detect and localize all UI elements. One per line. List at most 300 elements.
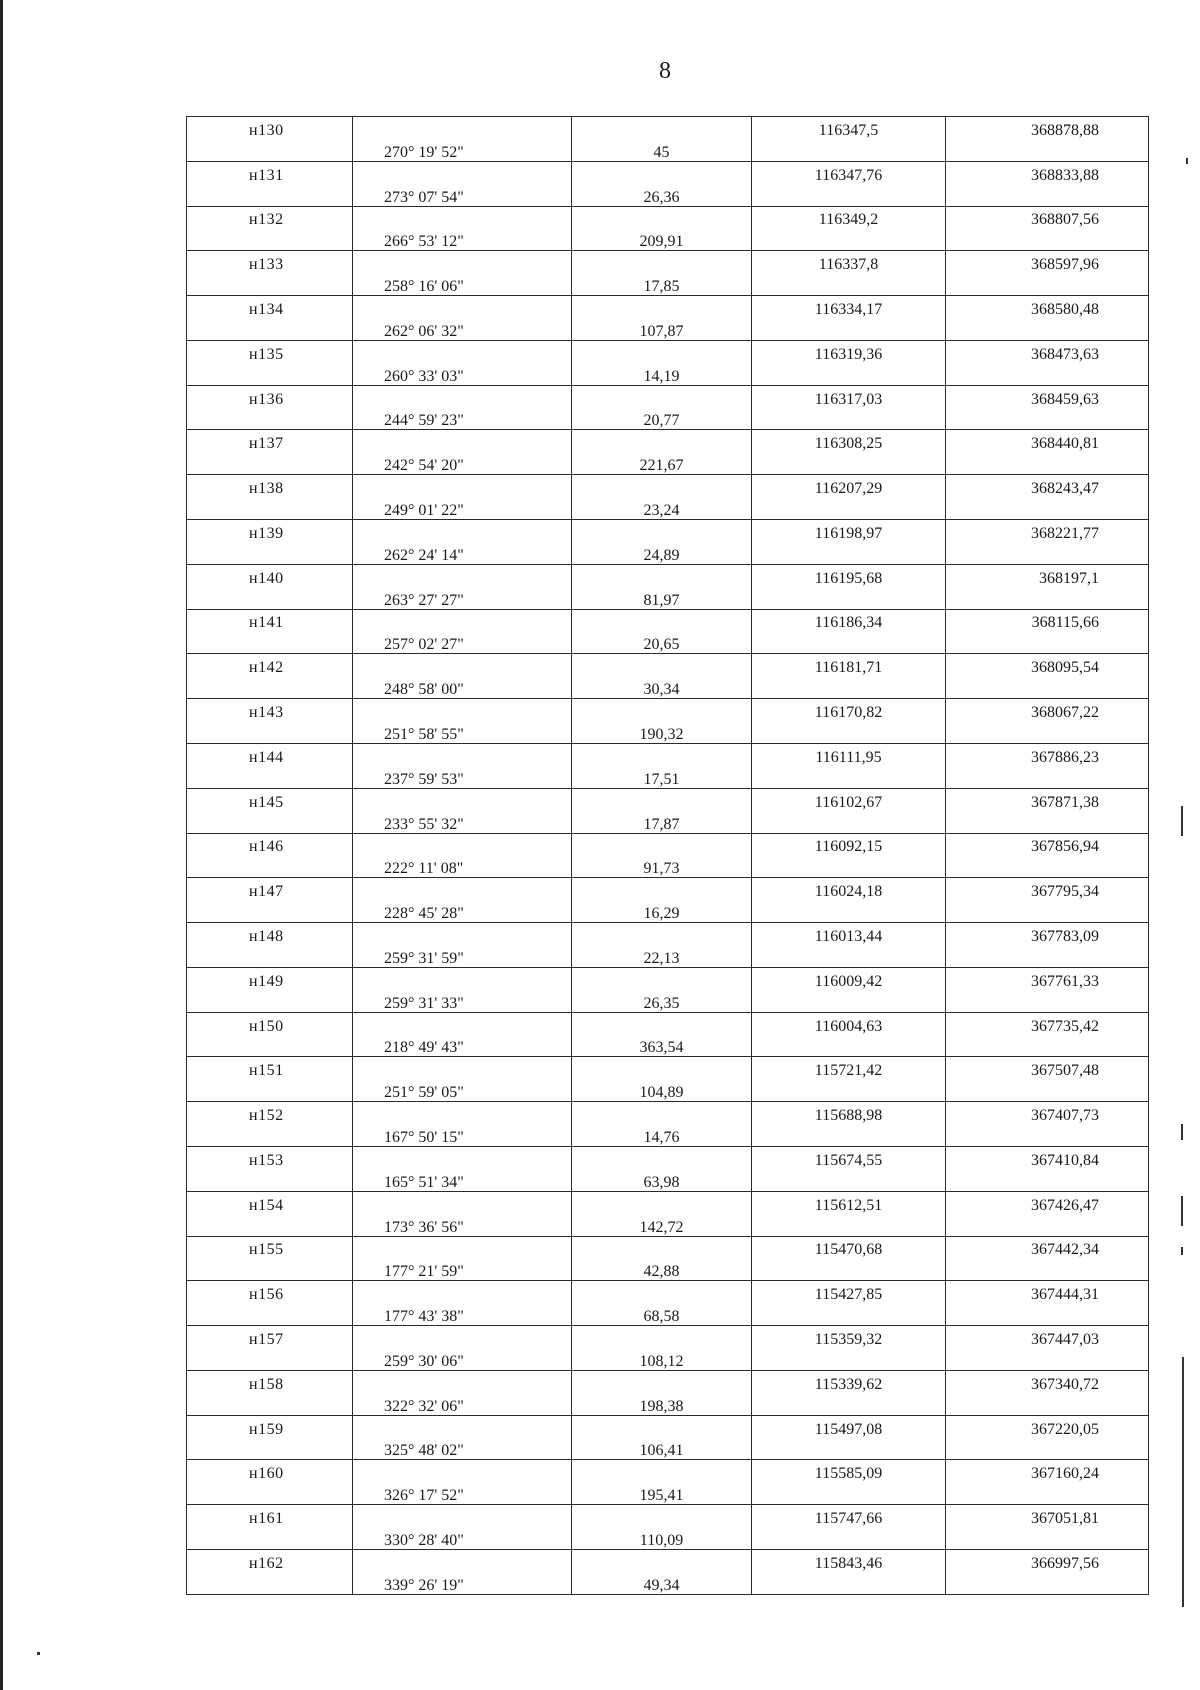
segment-length: 23,24 <box>641 502 683 520</box>
table-row-segment <box>187 363 1149 385</box>
length-cell <box>572 452 752 474</box>
x-coordinate: 116111,95 <box>812 749 884 766</box>
x-coordinate: 116102,67 <box>812 794 885 811</box>
y-coordinate-cell <box>946 251 1149 273</box>
segment-length: 30,34 <box>641 681 683 699</box>
table-row-segment <box>187 900 1149 922</box>
empty-cell <box>353 296 572 318</box>
empty-cell <box>353 340 572 362</box>
empty-cell <box>187 318 353 340</box>
empty-cell <box>572 1057 752 1079</box>
empty-cell <box>752 990 946 1012</box>
direction-angle: 233° 55' 32" <box>381 816 467 834</box>
table-row-segment <box>187 1258 1149 1280</box>
point-name-cell <box>187 1281 353 1303</box>
table-row-segment <box>187 990 1149 1012</box>
table-row-segment <box>187 1214 1149 1236</box>
empty-cell <box>353 699 572 721</box>
y-coordinate-cell <box>946 1326 1149 1348</box>
segment-length: 107,87 <box>637 323 687 341</box>
scan-mark <box>1181 1247 1183 1255</box>
y-coordinate: 367220,05 <box>1028 1421 1102 1438</box>
x-coordinate-cell <box>752 564 946 586</box>
scan-mark <box>1181 1196 1183 1226</box>
segment-length: 63,98 <box>641 1174 683 1192</box>
empty-cell <box>187 1169 353 1191</box>
y-coordinate: 367795,34 <box>1028 883 1102 900</box>
table-row-segment <box>187 452 1149 474</box>
point-name-cell <box>187 878 353 900</box>
empty-cell <box>946 631 1149 653</box>
direction-angle: 218° 49' 43" <box>381 1039 467 1057</box>
x-coordinate-cell <box>752 1550 946 1572</box>
table-row-segment <box>187 318 1149 340</box>
empty-cell <box>752 587 946 609</box>
empty-cell <box>946 1527 1149 1549</box>
segment-length: 26,36 <box>641 189 683 207</box>
x-coordinate: 115688,98 <box>812 1107 885 1124</box>
empty-cell <box>946 1124 1149 1146</box>
angle-cell <box>353 945 572 967</box>
segment-length: 17,87 <box>641 816 683 834</box>
direction-angle: 165° 51' 34" <box>381 1174 467 1192</box>
empty-cell <box>187 1393 353 1415</box>
y-coordinate: 368067,22 <box>1028 704 1102 721</box>
table-row-segment <box>187 1124 1149 1146</box>
page-number: 8 <box>659 58 671 84</box>
empty-cell <box>946 273 1149 295</box>
point-name: н132 <box>249 211 284 229</box>
empty-cell <box>353 878 572 900</box>
direction-angle: 257° 02' 27" <box>381 636 467 654</box>
table-row-point <box>187 251 1149 273</box>
segment-length: 20,65 <box>641 636 683 654</box>
empty-cell <box>353 1326 572 1348</box>
x-coordinate: 116317,03 <box>812 391 885 408</box>
empty-cell <box>946 1079 1149 1101</box>
table-row-point <box>187 923 1149 945</box>
length-cell <box>572 900 752 922</box>
empty-cell <box>187 1438 353 1460</box>
y-coordinate: 368459,63 <box>1028 391 1102 408</box>
x-coordinate-cell <box>752 475 946 497</box>
point-name-cell <box>187 1370 353 1392</box>
empty-cell <box>572 296 752 318</box>
segment-length: 110,09 <box>637 1532 686 1550</box>
empty-cell <box>572 967 752 989</box>
point-name: н134 <box>249 301 284 319</box>
empty-cell <box>572 475 752 497</box>
angle-cell <box>353 676 572 698</box>
length-cell <box>572 228 752 250</box>
direction-angle: 262° 06' 32" <box>381 323 467 341</box>
table-row-point <box>187 1415 1149 1437</box>
point-name: н136 <box>249 390 284 408</box>
x-coordinate-cell <box>752 1326 946 1348</box>
empty-cell <box>946 1035 1149 1057</box>
y-coordinate: 368095,54 <box>1028 659 1102 676</box>
angle-cell <box>353 497 572 519</box>
y-coordinate-cell <box>946 654 1149 676</box>
segment-length: 142,72 <box>637 1219 687 1237</box>
table-row-segment <box>187 1035 1149 1057</box>
empty-cell <box>353 1415 572 1437</box>
length-cell <box>572 408 752 430</box>
x-coordinate: 116347,5 <box>816 122 881 139</box>
point-name: н143 <box>249 704 284 722</box>
empty-cell <box>946 184 1149 206</box>
empty-cell <box>187 273 353 295</box>
empty-cell <box>946 452 1149 474</box>
table-row-point <box>187 430 1149 452</box>
empty-cell <box>353 1057 572 1079</box>
y-coordinate-cell <box>946 1370 1149 1392</box>
empty-cell <box>353 609 572 631</box>
segment-length: 221,67 <box>637 457 687 475</box>
empty-cell <box>752 408 946 430</box>
direction-angle: 325° 48' 02" <box>381 1442 467 1460</box>
y-coordinate: 367447,03 <box>1028 1331 1102 1348</box>
x-coordinate-cell <box>752 1415 946 1437</box>
x-coordinate-cell <box>752 1281 946 1303</box>
empty-cell <box>572 1460 752 1482</box>
segment-length: 17,85 <box>641 278 683 296</box>
table-row-segment <box>187 766 1149 788</box>
x-coordinate: 116207,29 <box>812 480 885 497</box>
direction-angle: 330° 28' 40" <box>381 1532 467 1550</box>
empty-cell <box>946 318 1149 340</box>
table-row-segment <box>187 139 1149 161</box>
segment-length: 108,12 <box>637 1353 687 1371</box>
empty-cell <box>572 654 752 676</box>
length-cell <box>572 811 752 833</box>
length-cell <box>572 1303 752 1325</box>
empty-cell <box>572 1146 752 1168</box>
segment-length: 17,51 <box>641 771 683 789</box>
direction-angle: 177° 43' 38" <box>381 1308 467 1326</box>
empty-cell <box>187 1348 353 1370</box>
table-row-point <box>187 385 1149 407</box>
table-row-segment <box>187 1438 1149 1460</box>
empty-cell <box>353 520 572 542</box>
empty-cell <box>946 1258 1149 1280</box>
point-name: н144 <box>249 748 284 766</box>
table-row-point <box>187 1191 1149 1213</box>
y-coordinate-cell <box>946 833 1149 855</box>
empty-cell <box>187 766 353 788</box>
y-coordinate-cell <box>946 699 1149 721</box>
angle-cell <box>353 1393 572 1415</box>
direction-angle: 260° 33' 03" <box>381 368 467 386</box>
segment-length: 24,89 <box>641 547 683 565</box>
empty-cell <box>187 1303 353 1325</box>
direction-angle: 326° 17' 52" <box>381 1487 467 1505</box>
empty-cell <box>752 855 946 877</box>
point-name-cell <box>187 609 353 631</box>
y-coordinate: 367051,81 <box>1028 1510 1102 1527</box>
empty-cell <box>572 788 752 810</box>
segment-length: 106,41 <box>637 1442 687 1460</box>
empty-cell <box>946 945 1149 967</box>
direction-angle: 258° 16' 06" <box>381 278 467 296</box>
x-coordinate: 115339,62 <box>812 1376 885 1393</box>
y-coordinate: 368115,66 <box>1029 614 1102 631</box>
angle-cell <box>353 1214 572 1236</box>
empty-cell <box>946 1214 1149 1236</box>
empty-cell <box>353 833 572 855</box>
point-name-cell <box>187 1102 353 1124</box>
x-coordinate-cell <box>752 654 946 676</box>
angle-cell <box>353 1124 572 1146</box>
empty-cell <box>752 1393 946 1415</box>
empty-cell <box>572 923 752 945</box>
angle-cell <box>353 1527 572 1549</box>
angle-cell <box>353 542 572 564</box>
y-coordinate-cell <box>946 1505 1149 1527</box>
empty-cell <box>353 117 572 139</box>
y-coordinate: 368580,48 <box>1028 301 1102 318</box>
empty-cell <box>572 833 752 855</box>
point-name-cell <box>187 1191 353 1213</box>
x-coordinate: 115747,66 <box>812 1510 885 1527</box>
length-cell <box>572 363 752 385</box>
y-coordinate-cell <box>946 609 1149 631</box>
empty-cell <box>572 340 752 362</box>
y-coordinate: 368597,96 <box>1028 256 1102 273</box>
point-name-cell <box>187 1505 353 1527</box>
x-coordinate: 116347,76 <box>812 167 885 184</box>
point-name-cell <box>187 1460 353 1482</box>
x-coordinate-cell <box>752 788 946 810</box>
x-coordinate-cell <box>752 206 946 228</box>
angle-cell <box>353 1438 572 1460</box>
angle-cell <box>353 721 572 743</box>
x-coordinate-cell <box>752 430 946 452</box>
y-coordinate-cell <box>946 1146 1149 1168</box>
table-row-point <box>187 340 1149 362</box>
x-coordinate-cell <box>752 1505 946 1527</box>
empty-cell <box>353 788 572 810</box>
table-row-segment <box>187 1079 1149 1101</box>
empty-cell <box>572 251 752 273</box>
x-coordinate: 115612,51 <box>812 1197 885 1214</box>
point-name: н151 <box>249 1062 284 1080</box>
table-row-segment <box>187 497 1149 519</box>
point-name: н147 <box>249 883 284 901</box>
table-row-segment <box>187 408 1149 430</box>
segment-length: 190,32 <box>637 726 687 744</box>
point-name-cell <box>187 475 353 497</box>
empty-cell <box>353 1146 572 1168</box>
table-row-segment <box>187 1169 1149 1191</box>
y-coordinate-cell <box>946 385 1149 407</box>
table-row-point <box>187 1146 1149 1168</box>
table-row-point <box>187 967 1149 989</box>
y-coordinate-cell <box>946 1550 1149 1572</box>
empty-cell <box>353 1191 572 1213</box>
angle-cell <box>353 139 572 161</box>
empty-cell <box>572 699 752 721</box>
empty-cell <box>187 228 353 250</box>
direction-angle: 322° 32' 06" <box>381 1398 467 1416</box>
empty-cell <box>353 1281 572 1303</box>
length-cell <box>572 1348 752 1370</box>
angle-cell <box>353 228 572 250</box>
table-row-point <box>187 117 1149 139</box>
length-cell <box>572 1482 752 1504</box>
point-name-cell <box>187 564 353 586</box>
x-coordinate: 115843,46 <box>812 1555 885 1572</box>
x-coordinate: 115470,68 <box>812 1241 885 1258</box>
table-row-point <box>187 1370 1149 1392</box>
empty-cell <box>187 542 353 564</box>
y-coordinate: 367856,94 <box>1028 838 1102 855</box>
y-coordinate-cell <box>946 430 1149 452</box>
x-coordinate: 116337,8 <box>816 256 881 273</box>
table-row-point <box>187 1460 1149 1482</box>
empty-cell <box>187 1124 353 1146</box>
point-name-cell <box>187 296 353 318</box>
table-row-point <box>187 1102 1149 1124</box>
point-name: н155 <box>249 1241 284 1259</box>
table-row-point <box>187 1326 1149 1348</box>
table-row-point <box>187 1281 1149 1303</box>
point-name: н135 <box>249 345 284 363</box>
y-coordinate: 366997,56 <box>1028 1555 1102 1572</box>
point-name: н152 <box>249 1107 284 1125</box>
empty-cell <box>752 900 946 922</box>
y-coordinate: 368221,77 <box>1028 525 1102 542</box>
table-row-segment <box>187 676 1149 698</box>
table-row-point <box>187 520 1149 542</box>
table-row-segment <box>187 228 1149 250</box>
point-name-cell <box>187 1326 353 1348</box>
x-coordinate-cell <box>752 1460 946 1482</box>
point-name-cell <box>187 1415 353 1437</box>
empty-cell <box>572 1191 752 1213</box>
empty-cell <box>752 1482 946 1504</box>
x-coordinate-cell <box>752 1012 946 1034</box>
empty-cell <box>752 631 946 653</box>
point-name: н157 <box>249 1330 284 1348</box>
empty-cell <box>752 1348 946 1370</box>
point-name: н159 <box>249 1420 284 1438</box>
angle-cell <box>353 631 572 653</box>
point-name-cell <box>187 699 353 721</box>
direction-angle: 259° 31' 33" <box>381 995 467 1013</box>
empty-cell <box>946 1482 1149 1504</box>
x-coordinate: 116024,18 <box>812 883 885 900</box>
direction-angle: 262° 24' 14" <box>381 547 467 565</box>
segment-length: 209,91 <box>637 233 687 251</box>
empty-cell <box>752 1035 946 1057</box>
x-coordinate: 116170,82 <box>812 704 885 721</box>
scan-mark <box>1182 1357 1184 1607</box>
empty-cell <box>353 206 572 228</box>
point-name: н150 <box>249 1017 284 1035</box>
y-coordinate: 368440,81 <box>1028 435 1102 452</box>
empty-cell <box>353 385 572 407</box>
x-coordinate: 116349,2 <box>816 211 881 228</box>
length-cell <box>572 1438 752 1460</box>
empty-cell <box>353 161 572 183</box>
length-cell <box>572 1214 752 1236</box>
y-coordinate-cell <box>946 117 1149 139</box>
table-row-segment <box>187 1303 1149 1325</box>
table-row-point <box>187 1057 1149 1079</box>
x-coordinate-cell <box>752 296 946 318</box>
length-cell <box>572 766 752 788</box>
empty-cell <box>946 811 1149 833</box>
empty-cell <box>572 878 752 900</box>
angle-cell <box>353 1482 572 1504</box>
empty-cell <box>946 1438 1149 1460</box>
y-coordinate-cell <box>946 1460 1149 1482</box>
point-name-cell <box>187 385 353 407</box>
table-row-point <box>187 1012 1149 1034</box>
y-coordinate: 367442,34 <box>1028 1241 1102 1258</box>
point-name: н141 <box>249 614 284 632</box>
y-coordinate: 368197,1 <box>1036 570 1102 587</box>
segment-length: 195,41 <box>637 1487 687 1505</box>
empty-cell <box>572 520 752 542</box>
segment-length: 363,54 <box>637 1039 687 1057</box>
x-coordinate: 115674,55 <box>812 1152 885 1169</box>
empty-cell <box>187 945 353 967</box>
point-name-cell <box>187 1057 353 1079</box>
x-coordinate: 115721,42 <box>812 1062 885 1079</box>
x-coordinate-cell <box>752 385 946 407</box>
x-coordinate: 116009,42 <box>812 973 885 990</box>
point-name-cell <box>187 161 353 183</box>
point-name: н146 <box>249 838 284 856</box>
empty-cell <box>752 1438 946 1460</box>
y-coordinate-cell <box>946 340 1149 362</box>
point-name-cell <box>187 967 353 989</box>
point-name: н131 <box>249 166 284 184</box>
empty-cell <box>946 855 1149 877</box>
point-name: н133 <box>249 256 284 274</box>
empty-cell <box>353 1236 572 1258</box>
empty-cell <box>946 721 1149 743</box>
empty-cell <box>752 1572 946 1594</box>
table-row-segment <box>187 1393 1149 1415</box>
angle-cell <box>353 1572 572 1594</box>
x-coordinate: 116186,34 <box>812 614 885 631</box>
empty-cell <box>752 1303 946 1325</box>
x-coordinate-cell <box>752 743 946 765</box>
angle-cell <box>353 318 572 340</box>
coordinates-table <box>186 116 1149 1595</box>
scan-mark <box>37 1652 40 1655</box>
angle-cell <box>353 363 572 385</box>
table-row-segment <box>187 945 1149 967</box>
point-name: н137 <box>249 435 284 453</box>
x-coordinate-cell <box>752 1236 946 1258</box>
empty-cell <box>946 1393 1149 1415</box>
point-name: н139 <box>249 524 284 542</box>
length-cell <box>572 139 752 161</box>
angle-cell <box>353 408 572 430</box>
empty-cell <box>353 1550 572 1572</box>
angle-cell <box>353 1035 572 1057</box>
empty-cell <box>946 766 1149 788</box>
y-coordinate-cell <box>946 564 1149 586</box>
empty-cell <box>946 408 1149 430</box>
y-coordinate: 368878,88 <box>1028 122 1102 139</box>
angle-cell <box>353 766 572 788</box>
angle-cell <box>353 452 572 474</box>
